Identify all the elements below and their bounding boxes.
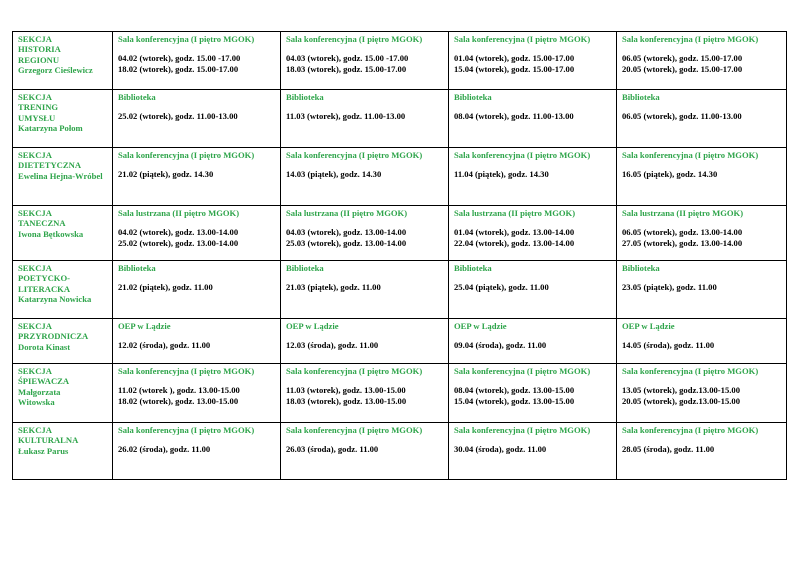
schedule-cell [449,319,617,364]
schedule-cell [617,423,787,480]
section-cell [13,90,113,148]
venue-label: OEP w Lądzie [286,321,339,331]
schedule-cell [449,423,617,480]
meeting-date: 18.03 (wtorek), godz. 13.00-15.00 [286,395,407,406]
venue-label: Sala konferencyjna (I piętro MGOK) [286,34,423,44]
schedule-cell [617,148,787,206]
meeting-date: 16.05 (piątek), godz. 14.30 [622,169,718,180]
meeting-date: 18.02 (wtorek), godz. 15.00-17.00 [118,63,239,74]
venue-label: OEP w Lądzie [118,321,171,331]
table-row [13,90,787,148]
meeting-date: 14.05 (środa), godz. 11.00 [622,340,715,351]
section-cell [13,423,113,480]
venue-label: Sala konferencyjna (I piętro MGOK) [118,425,255,435]
venue-label: OEP w Lądzie [454,321,507,331]
meeting-date: 11.04 (piątek), godz. 14.30 [454,169,549,180]
section-cell [13,319,113,364]
meeting-date: 22.04 (wtorek), godz. 13.00-14.00 [454,237,575,248]
section-cell [13,364,113,423]
meeting-date: 20.05 (wtorek), godz. 15.00-17.00 [622,63,743,74]
meeting-date: 11.02 (wtorek ), godz. 13.00-15.00 [118,385,240,396]
schedule-cell [113,261,281,319]
section-cell [13,206,113,261]
venue-label: Sala konferencyjna (I piętro MGOK) [454,366,591,376]
schedule-cell [617,319,787,364]
schedule-cell [281,364,449,423]
schedule-cell [113,423,281,480]
venue-label: Biblioteka [286,92,324,102]
meeting-date: 13.05 (wtorek), godz.13.00-15.00 [622,385,740,396]
venue-label: Sala konferencyjna (I piętro MGOK) [454,150,591,160]
venue-label: Sala konferencyjna (I piętro MGOK) [454,34,591,44]
schedule-body [13,32,787,480]
schedule-cell [617,261,787,319]
meeting-date: 09.04 (środa), godz. 11.00 [454,340,547,351]
venue-label: Biblioteka [622,92,660,102]
meeting-date: 01.04 (wtorek), godz. 15.00-17.00 [454,53,575,64]
section-leader: Ewelina Hejna-Wróbel [18,170,103,181]
schedule-cell [113,364,281,423]
schedule-cell [113,148,281,206]
meeting-date: 12.02 (środa), godz. 11.00 [118,340,211,351]
meeting-date: 25.02 (wtorek), godz. 11.00-13.00 [118,111,238,122]
meeting-date: 23.05 (piątek), godz. 11.00 [622,282,717,293]
meeting-date: 12.03 (środa), godz. 11.00 [286,340,379,351]
schedule-cell [617,32,787,90]
table-row [13,423,787,480]
venue-label: OEP w Lądzie [622,321,675,331]
venue-label: Biblioteka [118,92,156,102]
schedule-cell [449,206,617,261]
section-leader: Katarzyna Nowicka [18,293,92,304]
venue-label: Sala konferencyjna (I piętro MGOK) [286,150,423,160]
schedule-cell [449,32,617,90]
meeting-date: 21.03 (piątek), godz. 11.00 [286,282,381,293]
section-leader: Grzegorz Cieślewicz [18,64,93,75]
venue-label: Sala konferencyjna (I piętro MGOK) [286,425,423,435]
table-row [13,319,787,364]
section-name: SEKCJA TANECZNA [18,208,66,229]
section-name: SEKCJA HISTORIA REGIONU [18,34,61,65]
meeting-date: 06.05 (wtorek), godz. 15.00-17.00 [622,53,743,64]
section-name: SEKCJA DIETETYCZNA [18,150,82,171]
venue-label: Sala konferencyjna (I piętro MGOK) [286,366,423,376]
schedule-cell [449,90,617,148]
meeting-date: 21.02 (piątek), godz. 14.30 [118,169,214,180]
table-row [13,261,787,319]
section-name: SEKCJA PRZYRODNICZA [18,321,89,342]
meeting-date: 04.02 (wtorek), godz. 13.00-14.00 [118,227,239,238]
venue-label: Sala konferencyjna (I piętro MGOK) [118,34,255,44]
meeting-date: 20.05 (wtorek), godz.13.00-15.00 [622,395,740,406]
venue-label: Sala lustrzana (II piętro MGOK) [454,208,576,218]
table-row [13,32,787,90]
venue-label: Sala konferencyjna (I piętro MGOK) [622,150,759,160]
table-row [13,364,787,423]
venue-label: Sala konferencyjna (I piętro MGOK) [118,366,255,376]
meeting-date: 08.04 (wtorek), godz. 11.00-13.00 [454,111,574,122]
meeting-date: 15.04 (wtorek), godz. 15.00-17.00 [454,63,575,74]
section-cell [13,32,113,90]
schedule-cell [281,148,449,206]
meeting-date: 01.04 (wtorek), godz. 13.00-14.00 [454,227,575,238]
venue-label: Sala lustrzana (II piętro MGOK) [286,208,408,218]
table-row [13,148,787,206]
meeting-date: 06.05 (wtorek), godz. 13.00-14.00 [622,227,743,238]
venue-label: Sala konferencyjna (I piętro MGOK) [454,425,591,435]
schedule-cell [449,261,617,319]
schedule-cell [281,90,449,148]
meeting-date: 28.05 (środa), godz. 11.00 [622,444,715,455]
meeting-date: 11.03 (wtorek), godz. 13.00-15.00 [286,385,406,396]
venue-label: Sala konferencyjna (I piętro MGOK) [622,34,759,44]
meeting-date: 04.03 (wtorek), godz. 15.00 -17.00 [286,53,409,64]
schedule-cell [281,261,449,319]
section-cell [13,148,113,206]
schedule-cell [281,206,449,261]
meeting-date: 18.02 (wtorek), godz. 13.00-15.00 [118,395,239,406]
meeting-date: 25.02 (wtorek), godz. 13.00-14.00 [118,237,239,248]
section-cell [13,261,113,319]
section-name: SEKCJA KULTURALNA [18,425,79,446]
meeting-date: 14.03 (piątek), godz. 14.30 [286,169,382,180]
meeting-date: 15.04 (wtorek), godz. 13.00-15.00 [454,395,575,406]
schedule-cell [617,90,787,148]
meeting-date: 04.03 (wtorek), godz. 13.00-14.00 [286,227,407,238]
section-name: SEKCJA TRENING UMYSŁU [18,92,59,123]
venue-label: Sala konferencyjna (I piętro MGOK) [622,425,759,435]
section-name: SEKCJA ŚPIEWACZA [18,366,70,387]
section-leader: Łukasz Parus [18,445,69,456]
venue-label: Sala lustrzana (II piętro MGOK) [118,208,240,218]
schedule-cell [449,148,617,206]
meeting-date: 25.04 (piątek), godz. 11.00 [454,282,549,293]
schedule-cell [281,423,449,480]
venue-label: Sala lustrzana (II piętro MGOK) [622,208,744,218]
schedule-cell [617,364,787,423]
schedule-cell [281,32,449,90]
venue-label: Sala konferencyjna (I piętro MGOK) [622,366,759,376]
venue-label: Biblioteka [622,263,660,273]
section-name: SEKCJA POETYCKO- LITERACKA [18,263,71,294]
venue-label: Biblioteka [118,263,156,273]
venue-label: Sala konferencyjna (I piętro MGOK) [118,150,255,160]
meeting-date: 21.02 (piątek), godz. 11.00 [118,282,213,293]
section-leader: Małgorzata Witowska [18,386,61,407]
meeting-date: 04.02 (wtorek), godz. 15.00 -17.00 [118,53,241,64]
meeting-date: 26.03 (środa), godz. 11.00 [286,444,379,455]
meeting-date: 26.02 (środa), godz. 11.00 [118,444,211,455]
meeting-date: 08.04 (wtorek), godz. 13.00-15.00 [454,385,575,396]
meeting-date: 30.04 (środa), godz. 11.00 [454,444,547,455]
schedule-cell [113,90,281,148]
meeting-date: 11.03 (wtorek), godz. 11.00-13.00 [286,111,406,122]
meeting-date: 06.05 (wtorek), godz. 11.00-13.00 [622,111,742,122]
section-leader: Iwona Bętkowska [18,228,84,239]
schedule-cell [449,364,617,423]
table-row [13,206,787,261]
venue-label: Biblioteka [454,92,492,102]
meeting-date: 18.03 (wtorek), godz. 15.00-17.00 [286,63,407,74]
schedule-cell [113,206,281,261]
schedule-cell [617,206,787,261]
schedule-cell [281,319,449,364]
schedule-cell [113,319,281,364]
schedule-cell [113,32,281,90]
section-leader: Dorota Kinast [18,341,71,352]
venue-label: Biblioteka [454,263,492,273]
meeting-date: 27.05 (wtorek), godz. 13.00-14.00 [622,237,743,248]
schedule-table [12,31,787,480]
section-leader: Katarzyna Połom [18,122,83,133]
meeting-date: 25.03 (wtorek), godz. 13.00-14.00 [286,237,407,248]
venue-label: Biblioteka [286,263,324,273]
